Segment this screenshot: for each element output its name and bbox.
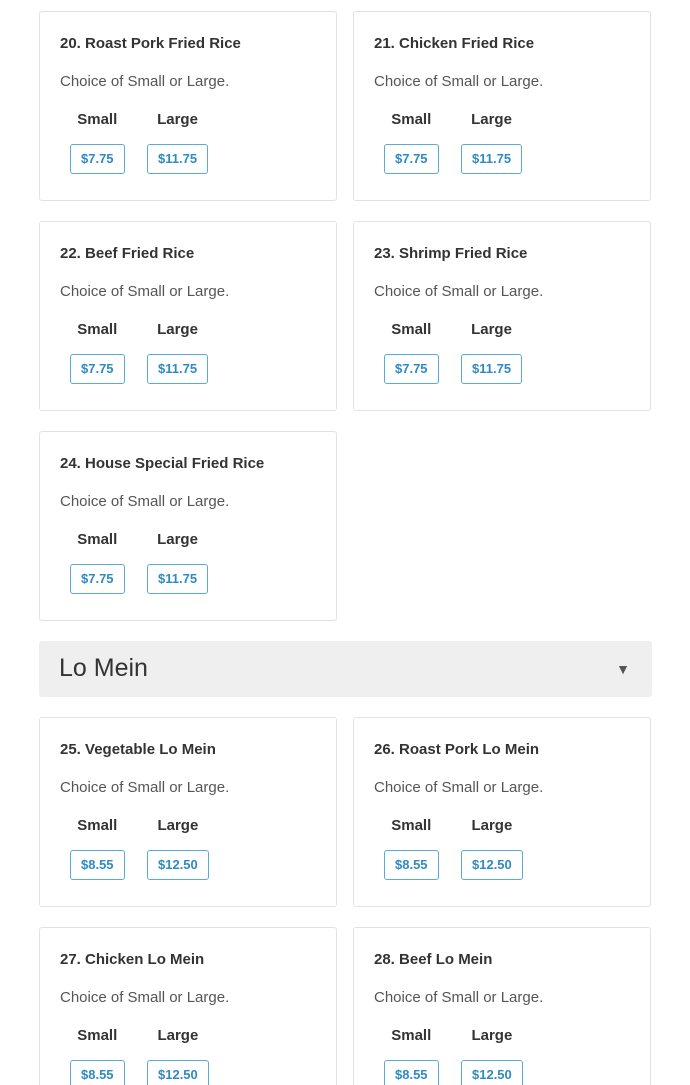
size-label-large: Large [471, 321, 512, 338]
size-label-large: Large [157, 111, 198, 128]
size-option-large [461, 321, 522, 384]
size-label-small: Small [391, 321, 432, 338]
small-price-button[interactable]: $8.55 [70, 1060, 125, 1085]
menu-item-description: Choice of Small or Large. [60, 493, 230, 510]
size-label-small: Small [391, 111, 432, 128]
size-label-small: Small [391, 1027, 432, 1044]
size-option-small [70, 111, 125, 174]
size-option-large [461, 1027, 523, 1085]
small-price-button[interactable]: $7.75 [70, 564, 125, 594]
menu-item-card[interactable] [39, 927, 337, 1085]
menu-item-title: 22. Beef Fried Rice [60, 245, 195, 262]
menu-item-card[interactable] [39, 717, 337, 907]
large-price-button[interactable]: $12.50 [147, 850, 209, 880]
section-header-lo-mein[interactable] [39, 641, 652, 697]
menu-item-description: Choice of Small or Large. [60, 73, 230, 90]
chevron-down-icon[interactable]: ▼ [616, 661, 630, 677]
size-label-large: Large [471, 817, 513, 834]
size-label-large: Large [157, 1027, 199, 1044]
menu-item-card[interactable] [39, 431, 337, 621]
menu-item-card[interactable] [353, 221, 651, 411]
size-option-large [147, 531, 208, 594]
size-label-large: Large [157, 817, 199, 834]
large-price-button[interactable]: $12.50 [147, 1060, 209, 1085]
size-option-large [461, 111, 522, 174]
size-label-small: Small [77, 111, 118, 128]
small-price-button[interactable]: $7.75 [70, 354, 125, 384]
menu-item-description: Choice of Small or Large. [374, 779, 544, 796]
size-label-small: Small [77, 1027, 118, 1044]
size-option-large [147, 321, 208, 384]
size-label-large: Large [157, 531, 198, 548]
menu-item-description: Choice of Small or Large. [60, 779, 230, 796]
size-label-small: Small [77, 531, 118, 548]
size-option-large [147, 817, 209, 880]
small-price-button[interactable]: $7.75 [384, 354, 439, 384]
small-price-button[interactable]: $7.75 [384, 144, 439, 174]
small-price-button[interactable]: $8.55 [384, 850, 439, 880]
small-price-button[interactable]: $7.75 [70, 144, 125, 174]
menu-item-description: Choice of Small or Large. [60, 283, 230, 300]
size-label-small: Small [77, 817, 118, 834]
menu-item-title: 26. Roast Pork Lo Mein [374, 741, 540, 758]
menu-item-card[interactable] [353, 717, 651, 907]
size-option-small [384, 1027, 439, 1085]
size-label-large: Large [471, 1027, 513, 1044]
large-price-button[interactable]: $11.75 [461, 354, 522, 384]
size-option-large [147, 1027, 209, 1085]
menu-item-title: 28. Beef Lo Mein [374, 951, 493, 968]
menu-item-card[interactable] [353, 927, 651, 1085]
menu-item-title: 23. Shrimp Fried Rice [374, 245, 528, 262]
size-option-small [70, 1027, 125, 1085]
section-title: Lo Mein [59, 654, 148, 682]
menu-item-title: 21. Chicken Fried Rice [374, 35, 535, 52]
large-price-button[interactable]: $11.75 [147, 144, 208, 174]
size-label-large: Large [157, 321, 198, 338]
small-price-button[interactable]: $8.55 [70, 850, 125, 880]
size-option-small [70, 321, 125, 384]
size-label-large: Large [471, 111, 512, 128]
size-option-large [461, 817, 523, 880]
size-label-small: Small [391, 817, 432, 834]
menu-item-title: 24. House Special Fried Rice [60, 455, 265, 472]
size-option-small [384, 321, 439, 384]
size-option-small [70, 817, 125, 880]
size-option-small [384, 111, 439, 174]
menu-item-description: Choice of Small or Large. [374, 73, 544, 90]
size-option-small [70, 531, 125, 594]
small-price-button[interactable]: $8.55 [384, 1060, 439, 1085]
large-price-button[interactable]: $12.50 [461, 850, 523, 880]
menu-item-title: 20. Roast Pork Fried Rice [60, 35, 241, 52]
size-label-small: Small [77, 321, 118, 338]
menu-item-description: Choice of Small or Large. [374, 989, 544, 1006]
large-price-button[interactable]: $11.75 [147, 354, 208, 384]
menu-item-card[interactable] [39, 221, 337, 411]
menu-item-description: Choice of Small or Large. [374, 283, 544, 300]
large-price-button[interactable]: $11.75 [147, 564, 208, 594]
menu-item-description: Choice of Small or Large. [60, 989, 230, 1006]
size-option-small [384, 817, 439, 880]
menu-item-card[interactable] [39, 11, 337, 201]
large-price-button[interactable]: $12.50 [461, 1060, 523, 1085]
size-option-large [147, 111, 208, 174]
large-price-button[interactable]: $11.75 [461, 144, 522, 174]
menu-item-title: 27. Chicken Lo Mein [60, 951, 205, 968]
menu-item-card[interactable] [353, 11, 651, 201]
menu-item-title: 25. Vegetable Lo Mein [60, 741, 216, 758]
